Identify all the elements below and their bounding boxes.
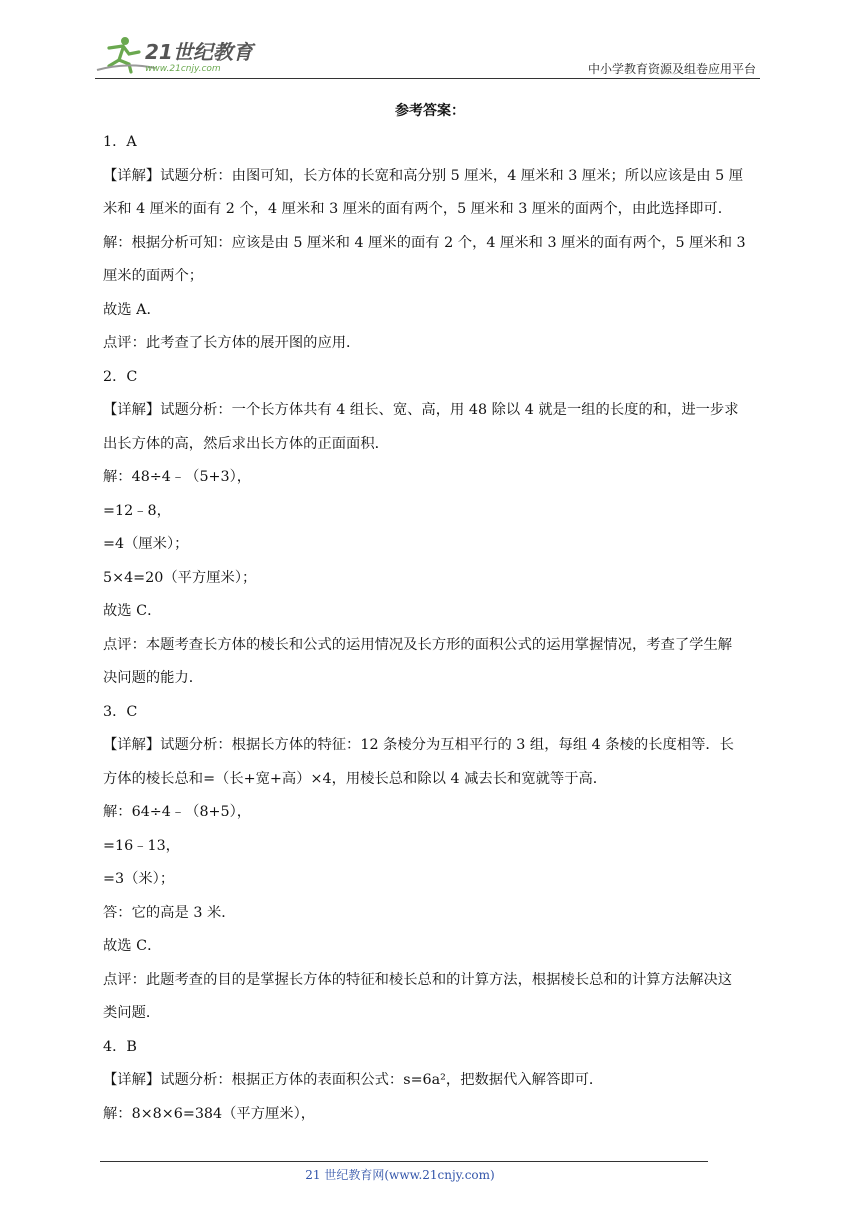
text-line: 【详解】试题分析：由图可知，长方体的长宽和高分别 5 厘米，4 厘米和 3 厘米；所以应该是由 5 厘	[103, 167, 744, 184]
page-header	[95, 30, 760, 80]
text-line: 【详解】试题分析：根据正方体的表面积公式：s=6a²，把数据代入解答即可．	[103, 1072, 604, 1088]
text-line: 2．C	[103, 368, 138, 385]
header-divider	[95, 78, 760, 79]
text-line: 解：64÷4﹣（8+5），	[103, 804, 252, 820]
footer-divider	[100, 1161, 708, 1162]
logo-text: 21世纪教育	[145, 40, 253, 64]
text-line: 【详解】试题分析：一个长方体共有 4 组长、宽、高，用 48 除以 4 就是一组的长度的和，进一步求	[103, 402, 739, 418]
logo-url: www.21cnjy.com	[145, 64, 221, 74]
page-footer: 21 世纪教育网(www.21cnjy.com)	[305, 1168, 495, 1182]
text-line: 点评：本题考查长方体的棱长和公式的运用情况及长方形的面积公式的运用掌握情况，考查了学生解	[103, 636, 733, 653]
text-line: 解：8×8×6=384（平方厘米），	[103, 1105, 316, 1122]
text-line: 3．C	[103, 703, 138, 720]
text-line: =3（米）；	[103, 871, 175, 887]
text-line: 点评：此题考查的目的是掌握长方体的特征和棱长总和的计算方法，根据棱长总和的计算方法解决这	[103, 971, 733, 988]
text-line: =12﹣8，	[103, 502, 171, 519]
text-line: 1．A	[103, 134, 137, 150]
text-line: 故选 C．	[103, 938, 162, 954]
text-line: 解：根据分析可知：应该是由 5 厘米和 4 厘米的面有 2 个，4 厘米和 3 厘米的面有两个，5 厘米和 3	[103, 234, 746, 251]
text-line: 解：48÷4﹣（5+3），	[103, 469, 252, 485]
text-line: 方体的棱长总和=（长+宽+高）×4，用棱长总和除以 4 减去长和宽就等于高．	[103, 770, 608, 787]
text-line: 点评：此考查了长方体的展开图的应用．	[103, 335, 361, 351]
text-line: =16﹣13，	[103, 837, 180, 854]
text-line: 故选 C．	[103, 603, 162, 619]
logo	[95, 34, 265, 76]
text-line: =4（厘米）；	[103, 536, 189, 552]
text-line: 5×4=20（平方厘米）；	[103, 569, 257, 586]
text-line: 米和 4 厘米的面有 2 个，4 厘米和 3 厘米的面有两个，5 厘米和 3 厘米的面两个，由此选择即可．	[103, 201, 733, 217]
answer-title: 参考答案：	[395, 103, 465, 119]
answer-content	[103, 126, 763, 1131]
platform-name: 中小学教育资源及组卷应用平台	[587, 62, 756, 76]
text-line: 4．B	[103, 1038, 137, 1055]
text-line: 故选 A．	[103, 301, 161, 318]
text-line: 决问题的能力．	[103, 670, 204, 686]
text-line: 厘米的面两个；	[103, 268, 204, 284]
text-line: 【详解】试题分析：根据长方体的特征：12 条棱分为互相平行的 3 组，每组 4 条棱的长度相等．长	[103, 737, 734, 753]
text-line: 出长方体的高，然后求出长方体的正面面积．	[103, 435, 389, 452]
text-line: 答：它的高是 3 米．	[103, 904, 236, 921]
text-line: 类问题．	[103, 1005, 161, 1021]
